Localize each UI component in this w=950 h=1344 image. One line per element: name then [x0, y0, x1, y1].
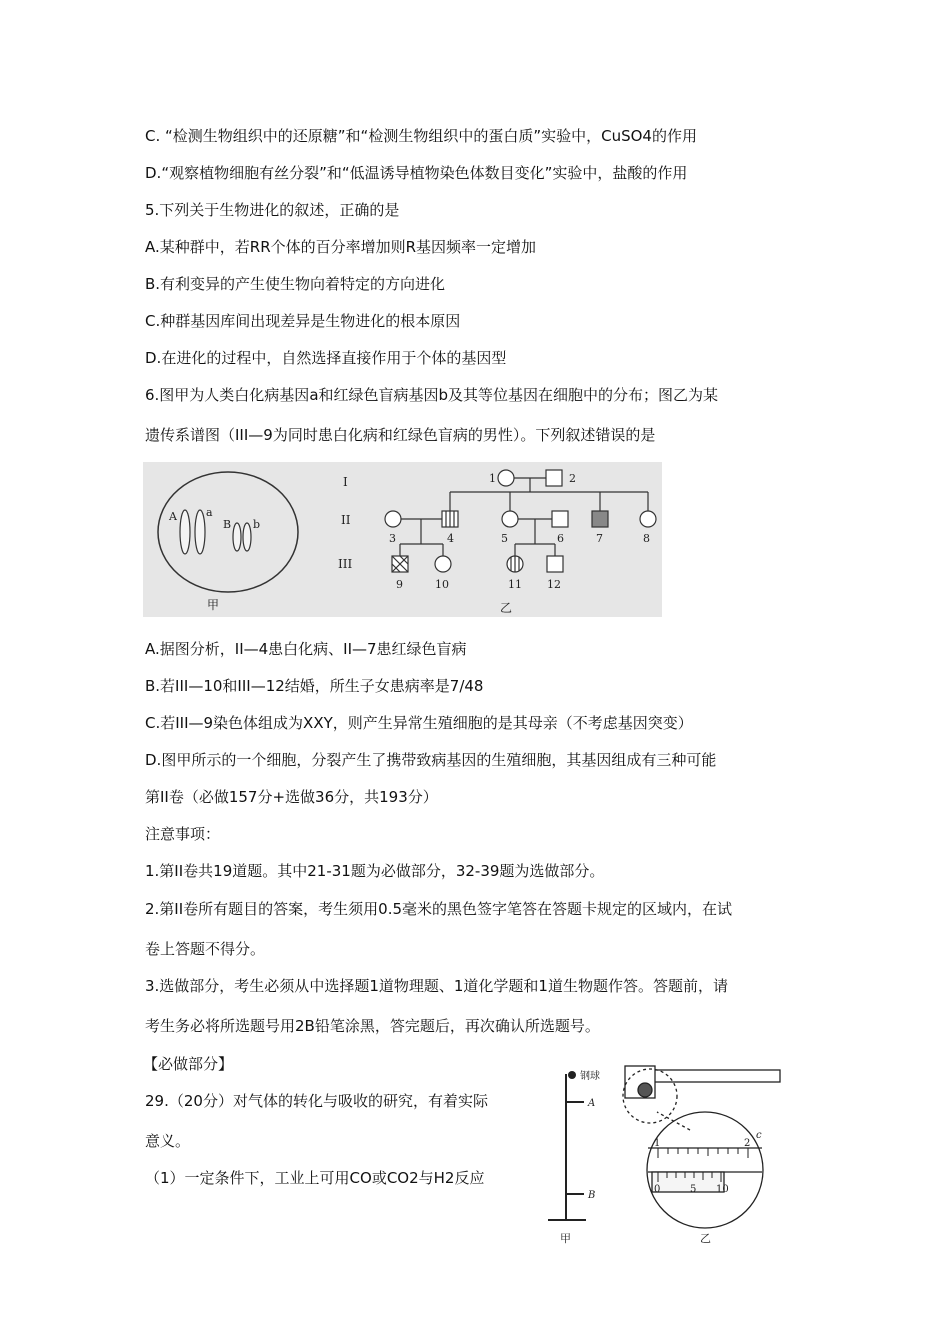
question-29-cont: 意义。 [145, 1132, 191, 1150]
person-4: 4 [447, 532, 454, 545]
doc-line: A.某种群中，若RR个体的百分率增加则R基因频率一定增加 [145, 238, 537, 256]
person-2: 2 [569, 472, 576, 485]
doc-line: B.有利变异的产生使生物向着特定的方向进化 [145, 275, 446, 293]
chromosomes [180, 510, 251, 554]
note-1: 1.第II卷共19道题。其中21-31题为必做部分，32-39题为选做部分。 [145, 862, 605, 880]
note-3: 3.选做部分，考生必须从中选择题1道物理题、1道化学题和1道生物题作答。答题前，请 [145, 977, 728, 995]
caption-left: 甲 [560, 1232, 571, 1245]
genetics-figure [143, 462, 662, 617]
doc-line: C.种群基因库间出现差异是生物进化的根本原因 [145, 312, 461, 330]
gen-label-III: III [338, 557, 353, 571]
gene-label-A: A [169, 510, 177, 523]
note-2: 2.第II卷所有题目的答案，考生须用0.5毫米的黑色签字笔答在答题卡规定的区域内，在试 [145, 900, 733, 918]
person-9: 9 [396, 578, 403, 591]
scale-2: 2 [744, 1138, 751, 1149]
question-29-stem: 29.（20分）对气体的转化与吸收的研究，有着实际 [145, 1092, 488, 1110]
vernier-0: 0 [654, 1184, 661, 1195]
point-A: A [588, 1098, 596, 1109]
mark-c: c [756, 1130, 762, 1141]
person-7: 7 [596, 532, 603, 545]
caption-right: 乙 [700, 1232, 711, 1245]
note-3-cont: 考生务必将所选题号用2B铅笔涂黑，答完题后，再次确认所选题号。 [145, 1017, 600, 1035]
question-29-part1: （1）一定条件下，工业上可用CO或CO2与H2反应 [145, 1169, 485, 1187]
gen-label-II: II [341, 513, 351, 527]
note-2-cont: 卷上答题不得分。 [145, 940, 266, 958]
question-5-stem: 5.下列关于生物进化的叙述，正确的是 [145, 201, 400, 219]
ball-label: 钢球 [580, 1071, 600, 1082]
person-8: 8 [643, 532, 650, 545]
option-B: B.若III—10和III—12结婚，所生子女患病率是7/48 [145, 677, 484, 695]
person-3: 3 [389, 532, 396, 545]
doc-line: 遗传系谱图（III—9为同时患白化病和红绿色盲病的男性）。下列叙述错误的是 [145, 426, 656, 444]
person-10: 10 [435, 578, 449, 591]
option-A: A.据图分析，II—4患白化病、II—7患红绿色盲病 [145, 640, 467, 658]
required-heading: 【必做部分】 [143, 1055, 234, 1073]
doc-line: D.在进化的过程中，自然选择直接作用于个体的基因型 [145, 349, 507, 367]
point-B: B [588, 1190, 596, 1201]
gene-label-a: a [206, 506, 213, 519]
apparatus-figure [540, 1062, 790, 1247]
doc-line: D.“观察植物细胞有丝分裂”和“低温诱导植物染色体数目变化”实验中，盐酸的作用 [145, 164, 688, 182]
caption-yi: 乙 [500, 601, 513, 615]
scale-1: 1 [654, 1138, 661, 1149]
vernier-5: 5 [690, 1184, 697, 1195]
section-heading: 第II卷（必做157分+选做36分，共193分） [145, 788, 438, 806]
person-11: 11 [508, 578, 522, 591]
gene-label-b: b [253, 518, 261, 531]
option-D: D.图甲所示的一个细胞，分裂产生了携带致病基因的生殖细胞，其基因组成有三种可能 [145, 751, 717, 769]
vernier-10: 10 [716, 1184, 729, 1195]
person-6: 6 [557, 532, 564, 545]
person-12: 12 [547, 578, 561, 591]
notes-heading: 注意事项： [145, 825, 221, 843]
person-1: 1 [489, 472, 496, 485]
question-6-stem: 6.图甲为人类白化病基因a和红绿色盲病基因b及其等位基因在细胞中的分布；图乙为某 [145, 386, 719, 404]
steel-ball [568, 1071, 576, 1079]
gene-label-B: B [223, 518, 232, 531]
doc-line: C. “检测生物组织中的还原糖”和“检测生物组织中的蛋白质”实验中，CuSO4的作用 [145, 127, 697, 145]
gen-label-I: I [343, 475, 348, 489]
caption-jia: 甲 [207, 598, 220, 612]
person-5: 5 [501, 532, 508, 545]
option-C: C.若III—9染色体组成为XXY，则产生异常生殖细胞的是其母亲（不考虑基因突变） [145, 714, 693, 732]
cell-outline [158, 472, 298, 592]
